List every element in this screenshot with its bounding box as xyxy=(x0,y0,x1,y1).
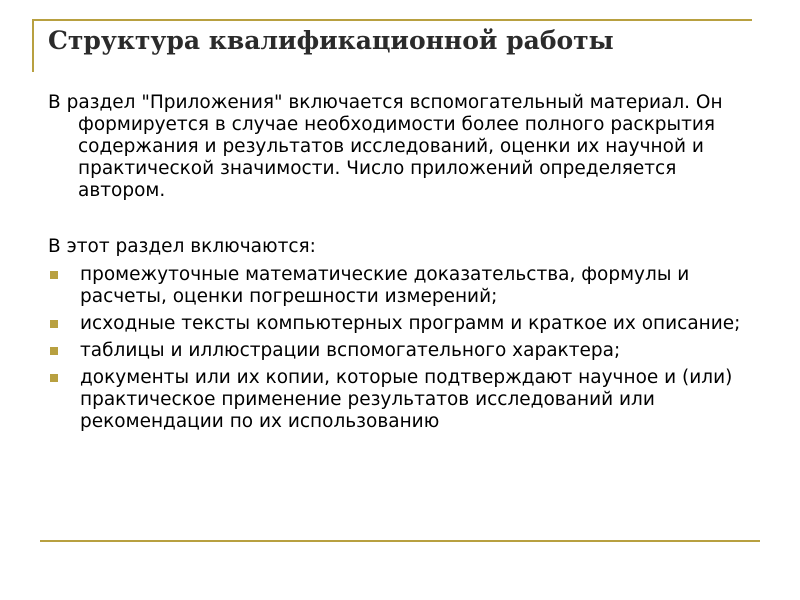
footer-rule xyxy=(40,540,760,542)
list-item-text: таблицы и иллюстрации вспомогательного характера; xyxy=(80,340,621,361)
list-intro-text: В этот раздел включаются: xyxy=(48,236,316,257)
list-item xyxy=(48,340,760,362)
list-item-text: исходные тексты компьютерных программ и краткое их описание; xyxy=(80,313,741,334)
appendix-contents-list xyxy=(48,264,760,438)
title-top-rule xyxy=(32,19,752,21)
square-bullet-icon xyxy=(50,320,58,328)
intro-paragraph xyxy=(48,92,758,202)
title-left-accent-line xyxy=(32,20,34,72)
list-item xyxy=(48,264,760,308)
square-bullet-icon xyxy=(50,347,58,355)
list-item-text: промежуточные математические доказательства, формулы и расчеты, оценки погрешности измерений; xyxy=(80,264,690,307)
list-item xyxy=(48,367,760,433)
list-item xyxy=(48,313,760,335)
intro-paragraph-text: В раздел "Приложения" включается вспомогательный материал. Он формируется в случае необходимости более полного раскрытия содержания и результатов исследований, оценки их научной и практической значимости. Число приложений определяется автором. xyxy=(48,92,723,201)
square-bullet-icon xyxy=(50,271,58,279)
list-intro xyxy=(48,236,758,258)
list-item-text: документы или их копии, которые подтверждают научное и (или) практическое применение результатов исследований или рекомендации по их использованию xyxy=(80,367,733,432)
slide-title: Структура квалификационной работы xyxy=(48,26,614,55)
square-bullet-icon xyxy=(50,374,58,382)
